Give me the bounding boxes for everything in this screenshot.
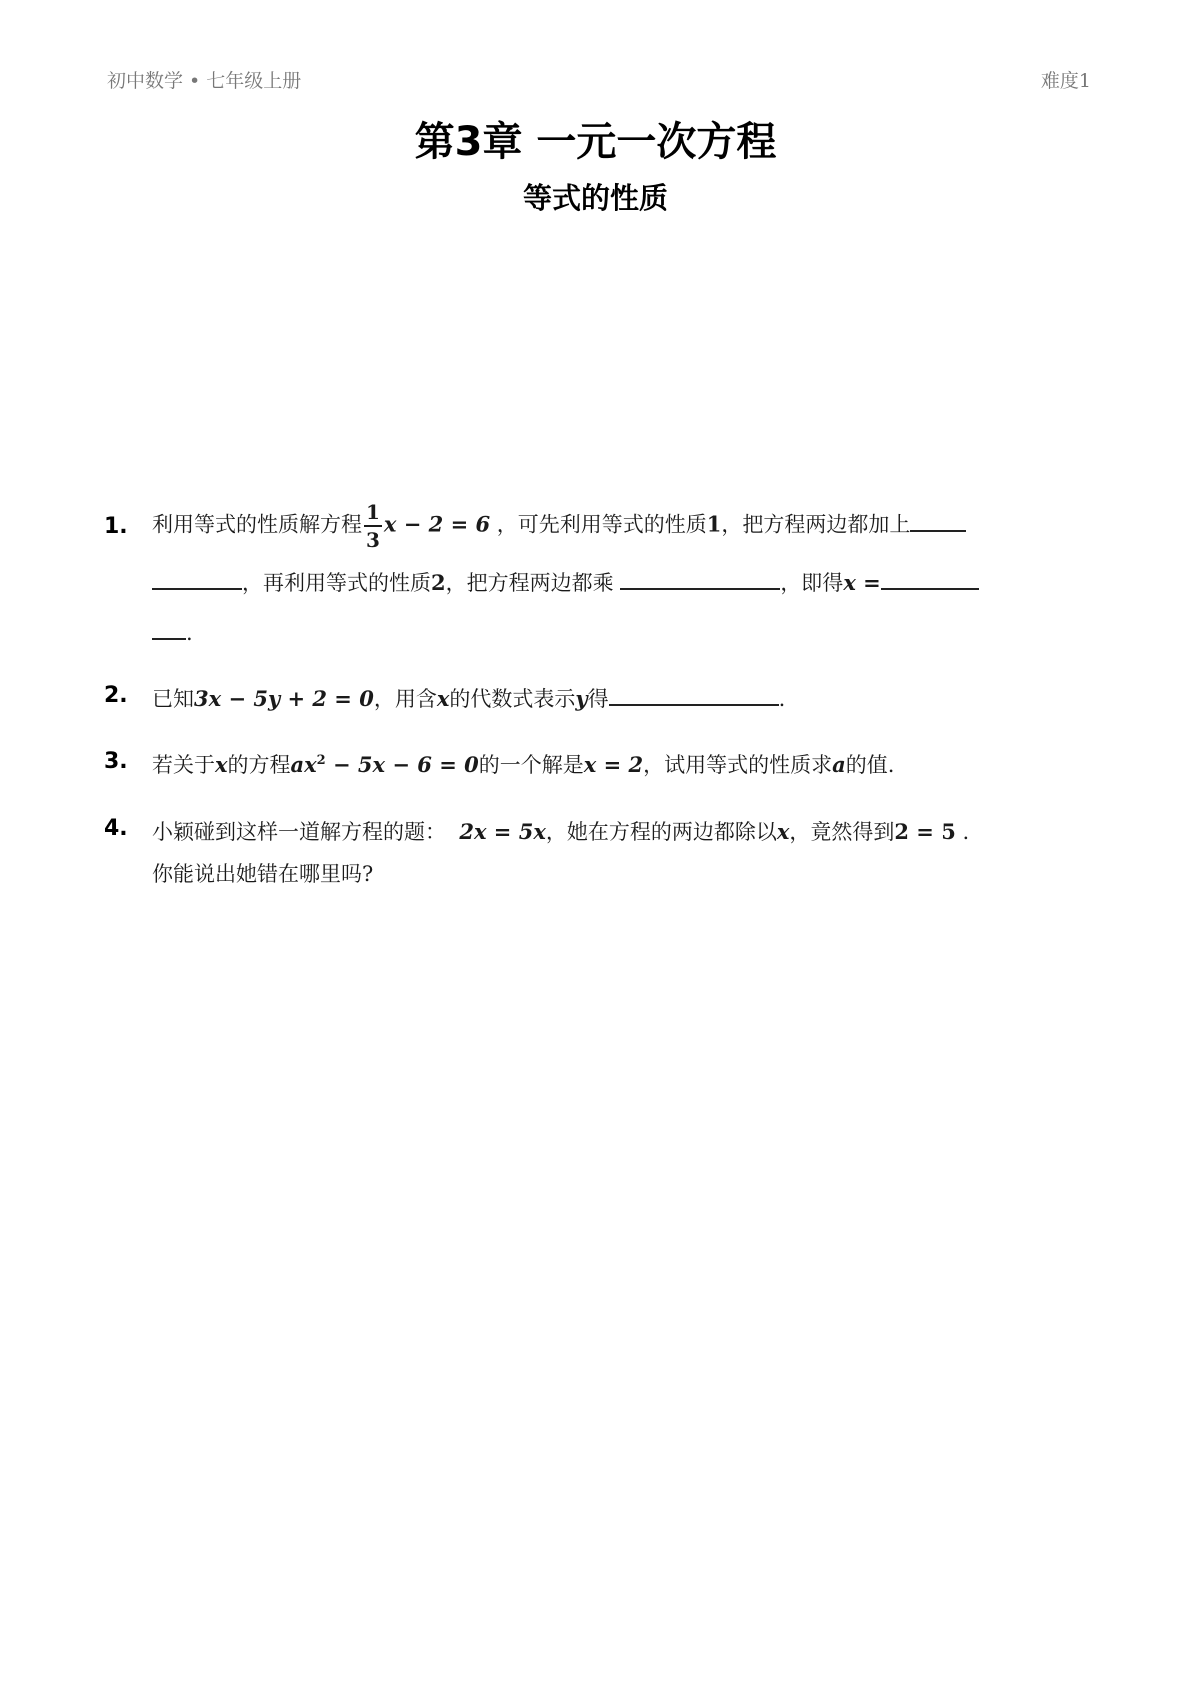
q4-text: ，她在方程的两边都除以: [545, 820, 777, 844]
q3-text: 的值.: [845, 753, 895, 777]
q2-variable-x: x: [436, 686, 450, 711]
question-4-line-2: [152, 858, 373, 888]
q2-text: .: [778, 687, 786, 711]
q3-exponent: 2: [316, 753, 326, 768]
q3-equation-rest: − 5x − 6 = 0: [325, 752, 479, 777]
q4-text: 小颖碰到这样一道解方程的题：: [152, 820, 446, 844]
q1-blank-2[interactable]: [620, 568, 780, 590]
question-3-line-1: [152, 749, 894, 779]
question-2-number: 2.: [104, 683, 128, 708]
header-subject: 初中数学 • 七年级上册: [107, 70, 302, 92]
chapter-title: 第3章 一元一次方程: [414, 119, 777, 165]
question-4-line-1: [152, 816, 969, 846]
q2-equation: 3x − 5y + 2 = 0: [194, 686, 374, 711]
q2-text: 已知: [152, 687, 194, 711]
q3-variable-a: a: [832, 752, 846, 777]
question-2-line-1: [152, 683, 785, 713]
question-3-number: 3.: [104, 749, 128, 774]
q3-text: 若关于: [152, 753, 215, 777]
q4-equation: 2x = 5x: [459, 819, 546, 844]
q1-text: ，把方程两边都加上: [721, 512, 911, 537]
q1-equation: x − 2 = 6: [383, 511, 491, 537]
q1-text: ，即得: [780, 571, 844, 595]
q4-text: .: [962, 820, 970, 844]
q1-blank-3-continued[interactable]: [152, 618, 186, 640]
q1-text: ，再利用等式的性质: [242, 571, 431, 595]
q4-question: 你能说出她错在哪里吗?: [152, 862, 374, 886]
q1-text: ，可先利用等式的性质: [496, 512, 707, 537]
q3-text: ，试用等式的性质求: [643, 753, 833, 777]
q2-text: ，用含: [373, 687, 437, 711]
q3-solution: x = 2: [583, 752, 644, 777]
q2-blank[interactable]: [609, 684, 779, 706]
question-1-number: 1.: [104, 514, 128, 539]
q4-variable-x: x: [776, 819, 790, 844]
q1-fraction: [364, 502, 382, 550]
q2-text: 得: [587, 687, 609, 711]
q1-blank-3[interactable]: [881, 568, 979, 590]
q3-text: 的一个解是: [478, 753, 584, 777]
q2-text: 的代数式表示: [449, 687, 576, 711]
question-4-number: 4.: [104, 816, 128, 841]
q1-text: .: [186, 621, 193, 645]
q1-answer-lhs: x =: [843, 570, 881, 595]
question-1-line-1: [152, 502, 966, 550]
header-difficulty: 难度1: [1040, 70, 1091, 92]
q1-text: 利用等式的性质解方程: [152, 512, 362, 537]
q1-property-number: 1: [706, 511, 722, 537]
q1-property-number: 2: [431, 570, 446, 595]
q3-equation-term: ax: [290, 752, 317, 777]
q1-fraction-denominator: 3: [366, 528, 380, 552]
q4-result: 2 = 5: [894, 819, 956, 844]
q4-text: ，竟然得到: [789, 820, 895, 844]
q2-variable-y: y: [575, 686, 588, 711]
question-1-line-3: [152, 618, 193, 645]
q1-text: ，把方程两边都乘: [445, 571, 614, 595]
q1-blank-1[interactable]: [910, 510, 966, 532]
q3-variable-x: x: [215, 752, 228, 777]
q1-fraction-numerator: 1: [364, 502, 382, 527]
q3-text: 的方程: [227, 753, 291, 777]
question-1-line-2: [152, 567, 979, 597]
section-title: 等式的性质: [522, 181, 668, 215]
q1-blank-1-continued[interactable]: [152, 568, 242, 590]
